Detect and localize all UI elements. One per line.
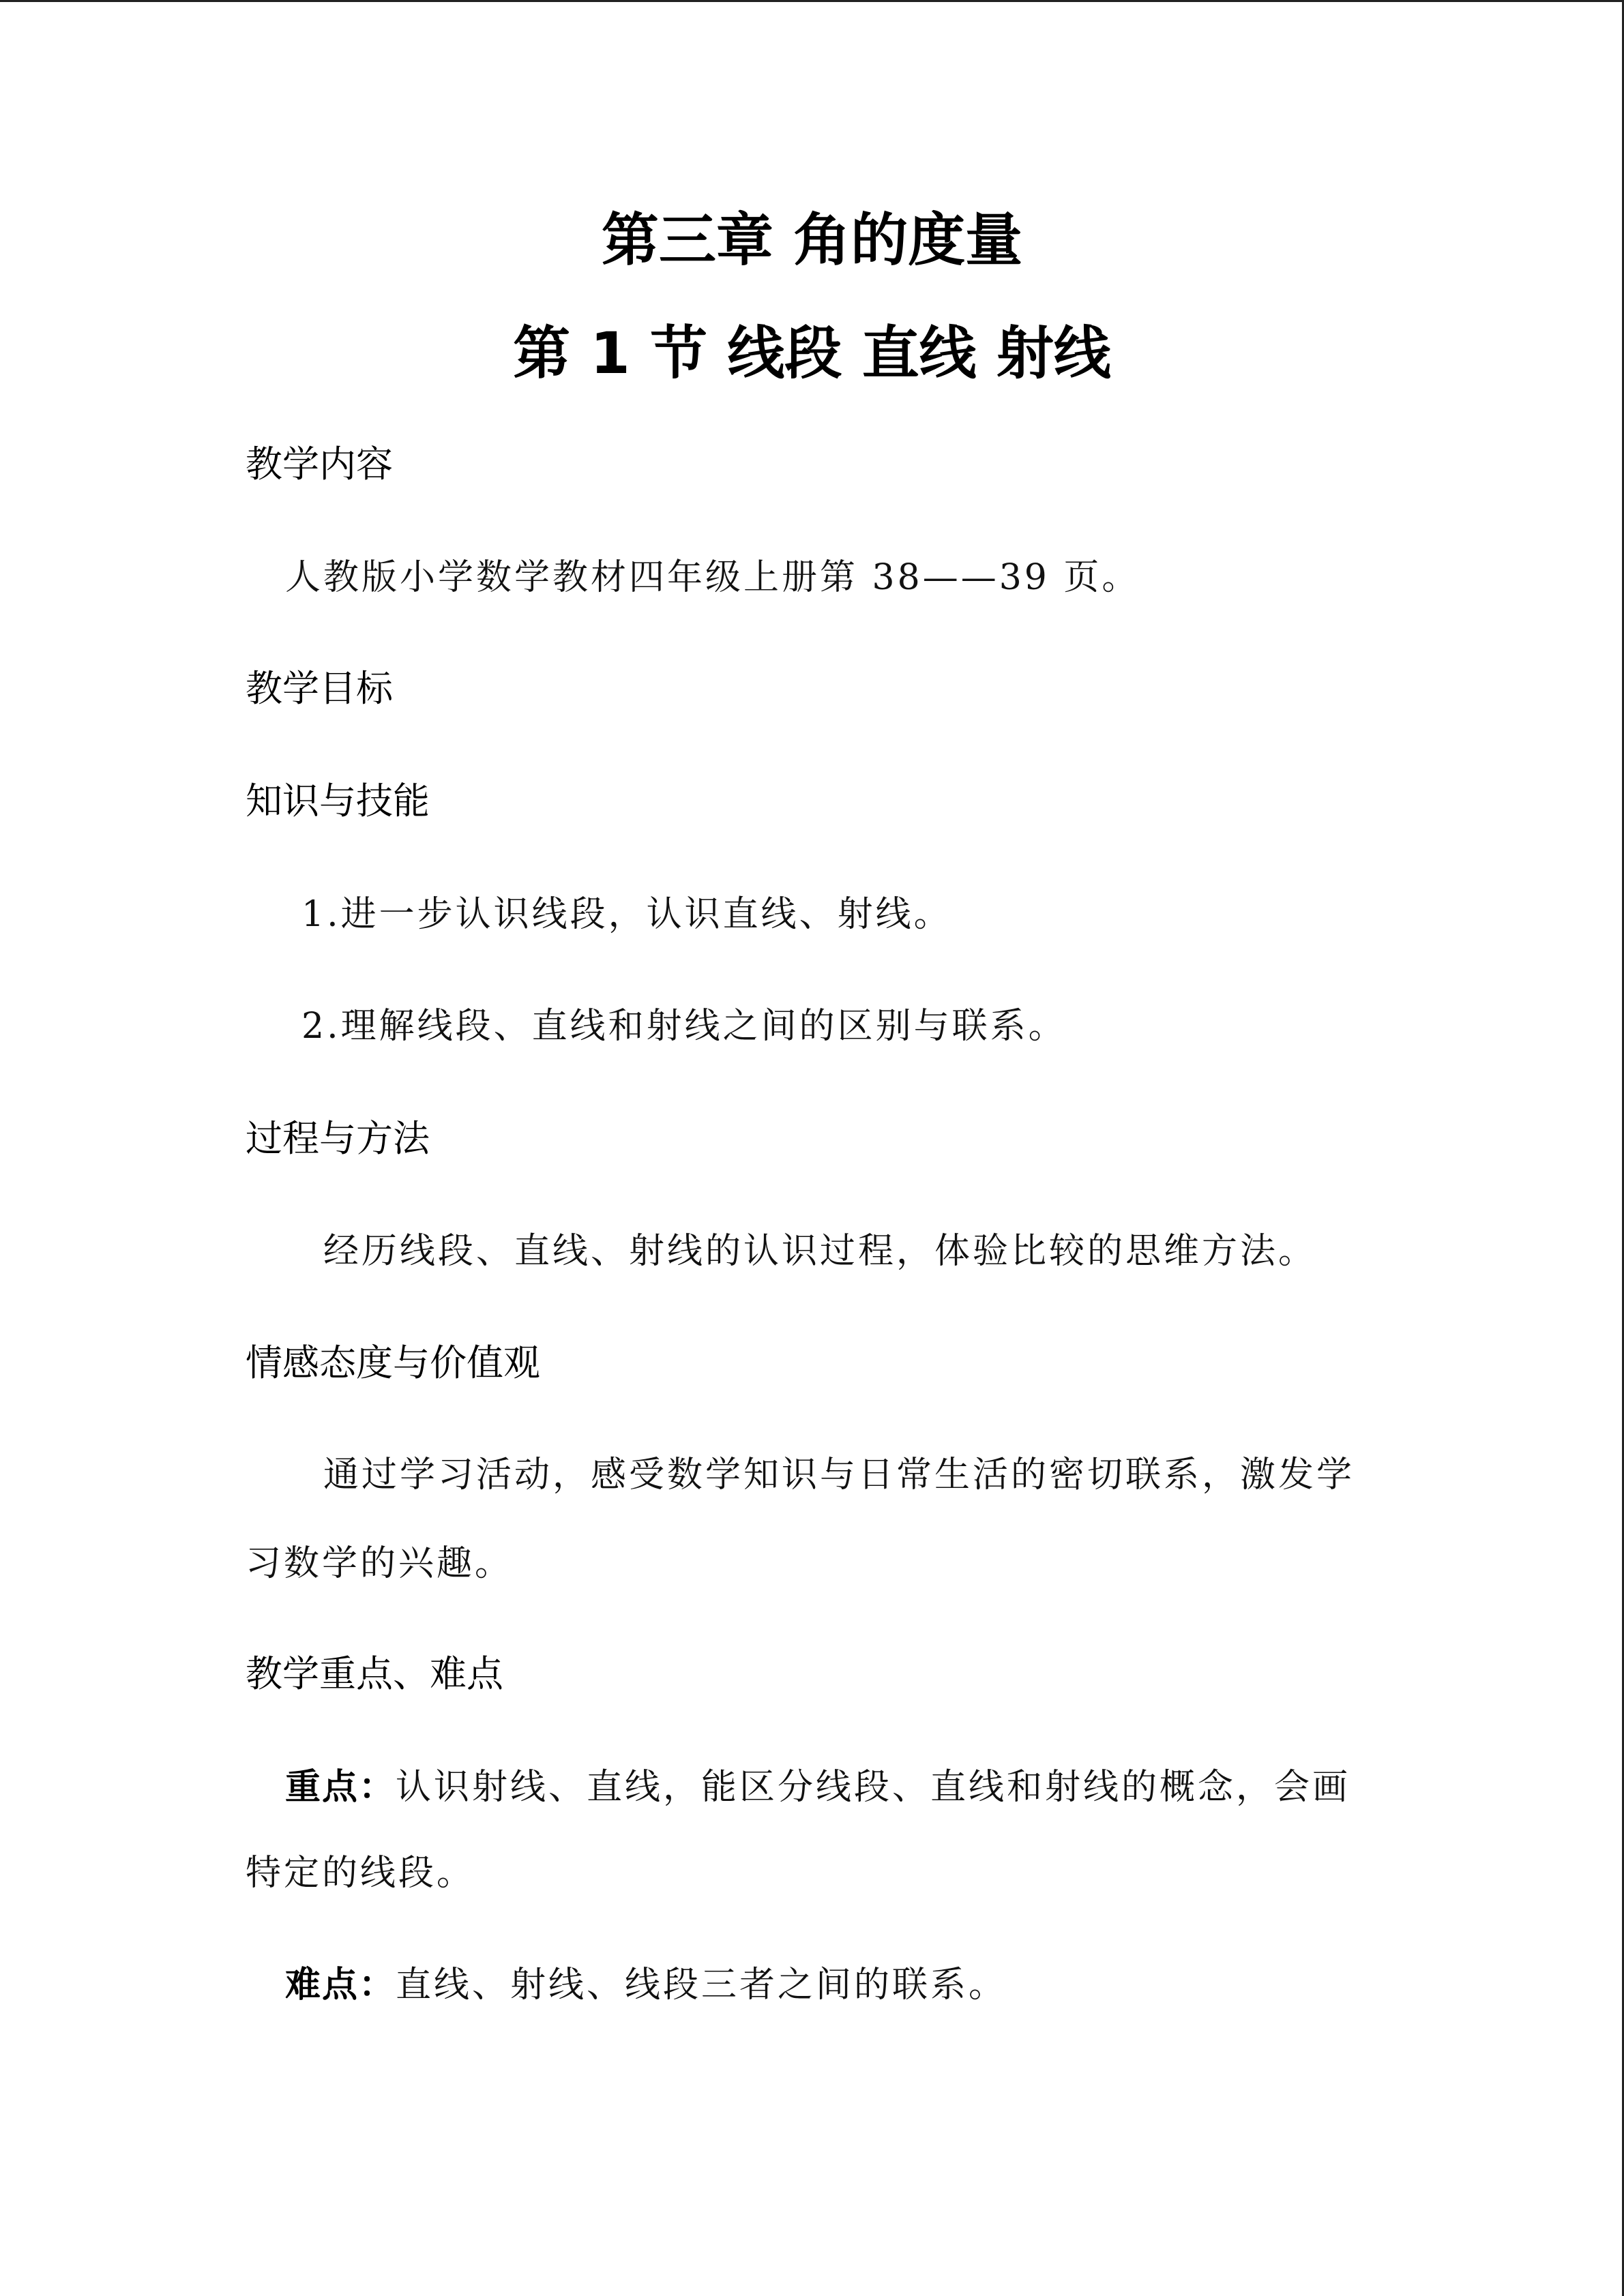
page-border-top <box>0 0 1624 2</box>
heading-teaching-goals: 教学目标 <box>246 667 393 710</box>
chapter-title: 第三章 角的度量 <box>601 207 1023 273</box>
emotion-text-line-2: 习数学的兴趣。 <box>246 1543 514 1584</box>
emotion-text-line-1: 通过学习活动，感受数学知识与日常生活的密切联系，激发学 <box>323 1455 1355 1495</box>
focus-label: 重点： <box>285 1767 396 1808</box>
focus-text-line-2: 特定的线段。 <box>246 1853 475 1894</box>
teaching-content-text: 人教版小学数学教材四年级上册第 38——39 页。 <box>285 557 1140 598</box>
focus-text-line-1: 认识射线、直线，能区分线段、直线和射线的概念，会画 <box>396 1767 1351 1808</box>
process-method-text: 经历线段、直线、射线的认识过程，体验比较的思维方法。 <box>323 1231 1317 1272</box>
heading-emotion-values: 情感态度与价值观 <box>246 1341 540 1384</box>
knowledge-item-2: 2.理解线段、直线和射线之间的区别与联系。 <box>301 1006 1067 1047</box>
heading-key-difficult-points: 教学重点、难点 <box>246 1652 503 1695</box>
heading-teaching-content: 教学内容 <box>246 443 393 486</box>
difficulty-text: 直线、射线、线段三者之间的联系。 <box>396 1965 1007 2006</box>
knowledge-item-1: 1.进一步认识线段，认识直线、射线。 <box>301 894 952 935</box>
difficulty-label: 难点： <box>285 1965 396 2006</box>
heading-knowledge-skills: 知识与技能 <box>246 779 430 822</box>
section-title: 第 1 节 线段 直线 射线 <box>513 320 1111 387</box>
focus-line-1 <box>285 1763 1350 1811</box>
difficulty-line <box>285 1961 1007 2009</box>
heading-process-method: 过程与方法 <box>246 1117 430 1160</box>
